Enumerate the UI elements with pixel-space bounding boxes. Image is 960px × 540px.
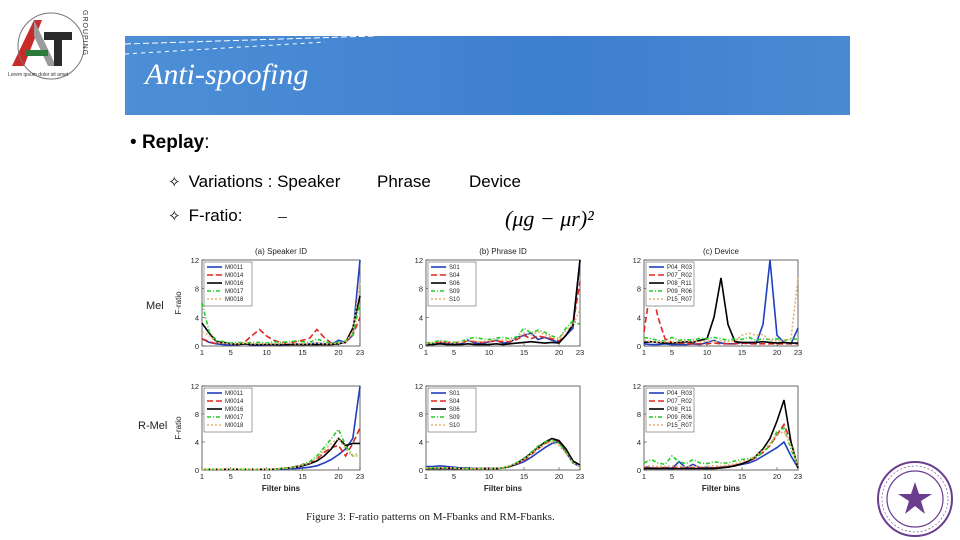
- chart-device-mel: [614, 244, 810, 362]
- chart-title: (b) Phrase ID: [479, 247, 527, 256]
- x-axis-label: Filter bins: [261, 484, 301, 493]
- x-tick-label: 23: [355, 472, 365, 481]
- legend-label: S01: [449, 265, 460, 271]
- legend-label: P08_R11: [667, 281, 692, 287]
- y-axis-label: F-ratio: [174, 416, 183, 440]
- fratio-label: F-ratio:: [188, 206, 243, 225]
- variations-line: [168, 172, 340, 192]
- legend-label: P15_R07: [667, 297, 693, 303]
- legend-label: P09_R06: [667, 415, 693, 421]
- x-tick-label: 1: [641, 348, 647, 357]
- chart-speaker-mel: [172, 244, 372, 362]
- x-tick-label: 1: [423, 348, 429, 357]
- x-tick-label: 23: [793, 348, 803, 357]
- row-label-mel: Mel: [146, 300, 164, 312]
- chart-speaker-rmel: [172, 370, 372, 494]
- x-tick-label: 15: [737, 348, 747, 357]
- x-tick-label: 23: [355, 348, 365, 357]
- bullet-dot: •: [130, 132, 137, 153]
- x-tick-label: 20: [334, 348, 343, 357]
- legend-label: M0014: [225, 273, 244, 279]
- legend-label: M0016: [225, 281, 244, 287]
- x-tick-label: 10: [262, 348, 271, 357]
- x-tick-label: 15: [737, 472, 747, 481]
- legend-label: S01: [449, 391, 460, 397]
- x-tick-label: 10: [702, 348, 712, 357]
- legend-label: P09_R06: [667, 289, 693, 295]
- x-tick-label: 5: [451, 472, 457, 481]
- legend-label: M0017: [225, 289, 244, 295]
- x-tick-label: 10: [702, 472, 712, 481]
- legend-label: P08_R11: [667, 407, 692, 413]
- row-label-rmel: R-Mel: [138, 420, 168, 432]
- x-tick-label: 10: [484, 348, 494, 357]
- legend-label: M0018: [225, 297, 244, 303]
- x-tick-label: 23: [793, 472, 803, 481]
- y-tick-label: 4: [636, 313, 641, 323]
- x-tick-label: 5: [669, 472, 675, 481]
- y-tick-label: 12: [190, 382, 199, 391]
- diamond-icon: ✧: [168, 174, 181, 191]
- y-tick-label: 0: [194, 466, 199, 475]
- fraction-bar: [278, 217, 287, 218]
- x-axis-label: Filter bins: [701, 484, 741, 493]
- legend-label: P04_R03: [667, 391, 693, 397]
- y-tick-label: 4: [418, 438, 423, 447]
- legend-label: P07_R02: [667, 273, 693, 279]
- y-tick-label: 0: [418, 342, 423, 351]
- x-tick-label: 20: [554, 472, 564, 481]
- legend-label: S04: [449, 399, 460, 405]
- x-tick-label: 15: [519, 348, 529, 357]
- chart-title: (c) Device: [702, 247, 740, 256]
- legend-label: S04: [449, 273, 460, 279]
- bullet-colon: :: [204, 132, 210, 153]
- y-axis-label: F-ratio: [174, 291, 183, 315]
- chart-phrase-rmel: [396, 370, 592, 494]
- y-tick-label: 8: [418, 410, 423, 419]
- y-tick-label: 12: [190, 256, 199, 265]
- x-tick-label: 15: [519, 472, 529, 481]
- chart-title: (a) Speaker ID: [254, 247, 308, 256]
- legend-label: P04_R03: [667, 265, 693, 271]
- y-tick-label: 4: [418, 313, 423, 323]
- legend-label: S06: [449, 281, 460, 287]
- y-tick-label: 4: [194, 313, 199, 323]
- y-tick-label: 12: [632, 256, 641, 265]
- y-tick-label: 4: [636, 438, 641, 447]
- x-tick-label: 5: [451, 348, 457, 357]
- logo-vertical-text: [74, 6, 86, 66]
- fratio-line: [168, 206, 242, 226]
- y-tick-label: 4: [194, 438, 199, 447]
- x-tick-label: 1: [199, 348, 205, 357]
- legend-label: M0011: [225, 391, 243, 397]
- legend-label: P15_R07: [667, 423, 693, 429]
- chart-phrase-mel: [396, 244, 592, 362]
- legend-label: P07_R02: [667, 399, 693, 405]
- x-tick-label: 10: [262, 472, 271, 481]
- legend-label: S10: [449, 297, 460, 303]
- variations-speaker: Variations : Speaker: [188, 172, 341, 191]
- y-tick-label: 8: [194, 284, 199, 294]
- legend-label: M0018: [225, 423, 244, 429]
- variations-phrase: Phrase: [377, 172, 431, 191]
- y-tick-label: 0: [194, 342, 199, 351]
- legend-label: M0017: [225, 415, 244, 421]
- bullet-label: Replay: [141, 132, 205, 153]
- y-tick-label: 0: [418, 466, 423, 475]
- legend-label: S09: [449, 289, 460, 295]
- x-tick-label: 10: [484, 472, 494, 481]
- x-tick-label: 5: [228, 472, 233, 481]
- x-tick-label: 20: [772, 348, 782, 357]
- x-tick-label: 20: [554, 348, 564, 357]
- y-tick-label: 12: [414, 256, 423, 265]
- y-tick-label: 8: [636, 284, 641, 294]
- variations-device: Device: [469, 172, 521, 191]
- legend-label: S06: [449, 407, 460, 413]
- y-tick-label: 0: [636, 342, 641, 351]
- y-tick-label: 8: [194, 410, 199, 419]
- y-tick-label: 12: [414, 382, 423, 391]
- slide-title: Anti-spoofing: [145, 58, 309, 91]
- x-tick-label: 1: [199, 472, 205, 481]
- y-tick-label: 8: [418, 284, 423, 294]
- x-tick-label: 1: [641, 472, 647, 481]
- bullet-replay: [130, 132, 210, 154]
- figure-caption: Figure 3: F-ratio patterns on M-Fbanks and RM-Fbanks.: [306, 511, 555, 523]
- logo-text: GROUPING: [81, 10, 88, 57]
- y-tick-label: 8: [636, 410, 641, 419]
- x-axis-label: Filter bins: [483, 484, 523, 493]
- legend-label: M0014: [225, 399, 244, 405]
- x-tick-label: 20: [334, 472, 343, 481]
- x-tick-label: 23: [575, 472, 585, 481]
- legend-label: M0011: [225, 265, 243, 271]
- legend-label: M0016: [225, 407, 244, 413]
- x-tick-label: 23: [575, 348, 585, 357]
- x-tick-label: 20: [772, 472, 782, 481]
- x-tick-label: 5: [669, 348, 675, 357]
- chart-device-rmel: [614, 370, 810, 494]
- y-tick-label: 0: [636, 466, 641, 475]
- x-tick-label: 1: [423, 472, 429, 481]
- x-tick-label: 15: [298, 348, 307, 357]
- x-tick-label: 15: [298, 472, 307, 481]
- university-seal-icon: [876, 460, 954, 538]
- legend-label: S10: [449, 423, 460, 429]
- logo-subtitle: Lorem ipsum dolor sit amet: [8, 72, 69, 78]
- legend-label: S09: [449, 415, 460, 421]
- diamond-icon: ✧: [168, 208, 181, 225]
- x-tick-label: 5: [228, 348, 233, 357]
- fratio-formula: (μg − μr)²: [505, 206, 594, 231]
- y-tick-label: 12: [632, 382, 641, 391]
